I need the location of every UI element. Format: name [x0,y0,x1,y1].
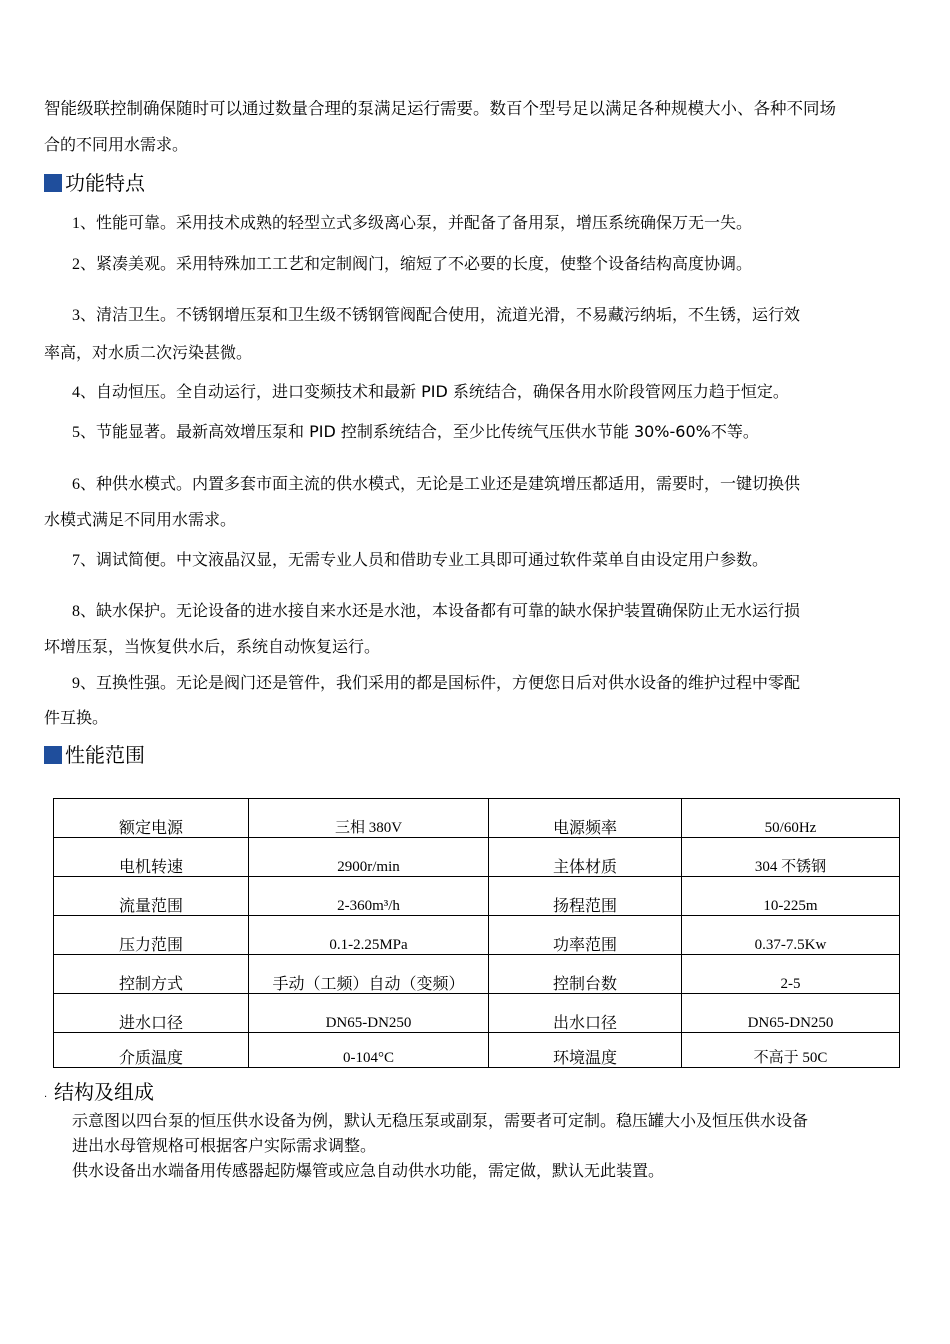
table-cell: 控制方式 [54,955,249,994]
table-cell: 304 不锈钢 [682,838,900,877]
performance-heading [44,743,145,767]
table-cell: 三相 380V [249,799,489,838]
heading-square-icon [44,746,62,764]
table-cell: 2-5 [682,955,900,994]
feature-item-5: 5、节能显著。最新高效增压泵和 PID 控制系统结合，至少比传统气压供水节能 30%-60%不等。 [72,422,759,441]
performance-table [53,798,900,1068]
structure-heading: 结构及组成 [54,1080,154,1104]
features-heading [44,171,145,195]
table-cell: 主体材质 [489,838,682,877]
table-cell: 0-104°C [249,1033,489,1068]
feature-item-9-cont: 件互换。 [44,708,109,727]
feature-item-6: 6、种供水模式。内置多套市面主流的供水模式，无论是工业还是建筑增压都适用，需要时，一键切换供 [72,474,801,493]
table-cell: 环境温度 [489,1033,682,1068]
table-cell: 2-360m³/h [249,877,489,916]
table-cell: 出水口径 [489,994,682,1033]
feature-item-1: 1、性能可靠。采用技术成熟的轻型立式多级离心泵，并配备了备用泵，增压系统确保万无一失。 [72,213,753,232]
table-cell: DN65-DN250 [682,994,900,1033]
table-row [54,838,900,877]
structure-line-1: 示意图以四台泵的恒压供水设备为例，默认无稳压泵或副泵，需要者可定制。稳压罐大小及恒压供水设备 [72,1111,809,1130]
table-cell: DN65-DN250 [249,994,489,1033]
intro-line-2: 合的不同用水需求。 [44,135,189,154]
table-cell: 进水口径 [54,994,249,1033]
feature-item-2: 2、紧凑美观。采用特殊加工工艺和定制阀门，缩短了不必要的长度，使整个设备结构高度协调。 [72,254,753,273]
table-cell: 50/60Hz [682,799,900,838]
table-row [54,1033,900,1068]
table-cell: 0.37-7.5Kw [682,916,900,955]
feature-item-3-cont: 率高，对水质二次污染甚微。 [44,343,253,362]
table-row [54,799,900,838]
table-cell: 压力范围 [54,916,249,955]
table-cell: 控制台数 [489,955,682,994]
table-cell: 2900r/min [249,838,489,877]
intro-line-1: 智能级联控制确保随时可以通过数量合理的泵满足运行需要。数百个型号足以满足各种规模大小、各种不同场 [44,99,836,118]
table-cell: 扬程范围 [489,877,682,916]
feature-item-6-cont: 水模式满足不同用水需求。 [44,510,237,529]
feature-item-9: 9、互换性强。无论是阀门还是管件，我们采用的都是国标件，方便您日后对供水设备的维护过程中零配 [72,673,801,692]
features-title: 功能特点 [65,171,145,195]
feature-item-4: 4、自动恒压。全自动运行，进口变频技术和最新 PID 系统结合，确保各用水阶段管网压力趋于恒定。 [72,382,789,401]
table-row [54,955,900,994]
table-row [54,916,900,955]
structure-bullet: . [44,1089,48,1100]
table-cell: 介质温度 [54,1033,249,1068]
table-cell: 功率范围 [489,916,682,955]
table-cell: 10-225m [682,877,900,916]
heading-square-icon [44,174,62,192]
structure-line-2: 进出水母管规格可根据客户实际需求调整。 [72,1136,377,1155]
table-cell: 0.1-2.25MPa [249,916,489,955]
table-cell: 电机转速 [54,838,249,877]
feature-item-3: 3、清洁卫生。不锈钢增压泵和卫生级不锈钢管阀配合使用，流道光滑，不易藏污纳垢，不生锈，运行效 [72,305,801,324]
structure-line-3: 供水设备出水端备用传感器起防爆管或应急自动供水功能，需定做，默认无此装置。 [72,1161,665,1180]
feature-item-8-cont: 坏增压泵，当恢复供水后，系统自动恢复运行。 [44,637,381,656]
feature-item-7: 7、调试简便。中文液晶汉显，无需专业人员和借助专业工具即可通过软件菜单自由设定用户参数。 [72,550,769,569]
table-row [54,877,900,916]
table-cell: 电源频率 [489,799,682,838]
table-cell: 不高于 50C [682,1033,900,1068]
table-cell: 流量范围 [54,877,249,916]
performance-title: 性能范围 [65,743,145,767]
feature-item-8: 8、缺水保护。无论设备的进水接自来水还是水池，本设备都有可靠的缺水保护装置确保防止无水运行损 [72,601,801,620]
table-cell: 手动（工频）自动（变频） [249,955,489,994]
table-cell: 额定电源 [54,799,249,838]
table-row [54,994,900,1033]
